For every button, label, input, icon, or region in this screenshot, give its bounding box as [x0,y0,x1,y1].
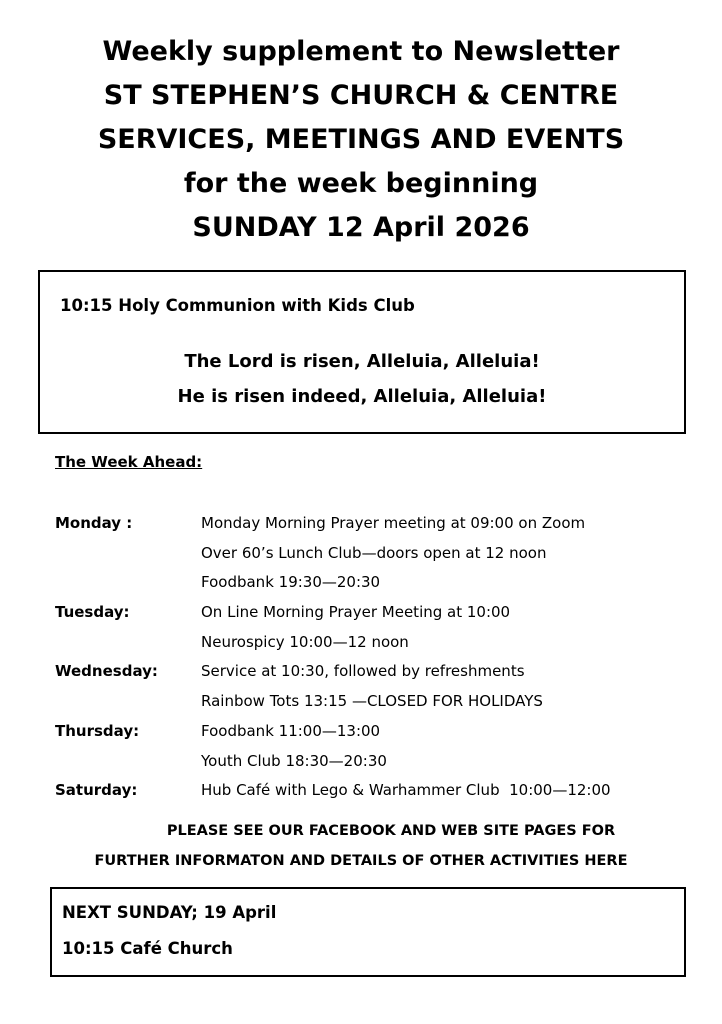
page-title [0,30,722,250]
event-item: Hub Café with Lego & Warhammer Club 10:00—12:00 [201,781,611,800]
day-label: Monday : [55,514,133,532]
sunday-service-title: 10:15 Holy Communion with Kids Club [60,296,415,315]
event-item: Service at 10:30, followed by refreshments [201,662,525,681]
schedule-row [55,657,695,687]
title-line-1: Weekly supplement to Newsletter [102,36,620,67]
day-label: Thursday: [55,721,140,740]
title-line-4: for the week beginning [183,168,539,199]
schedule-row [55,628,695,658]
schedule-row [55,568,695,598]
week-date: SUNDAY 12 April 2026 [192,212,530,243]
event-item: Over 60’s Lunch Club—doors open at 12 noon [201,543,547,562]
acclamation-line-2: He is risen indeed, Alleluia, Alleluia! [177,386,547,407]
notice-line-1: PLEASE SEE OUR FACEBOOK AND WEB SITE PAGES FOR [166,823,616,839]
event-item: On Line Morning Prayer Meeting at 10:00 [201,603,511,622]
event-item: Monday Morning Prayer meeting at 09:00 on Zoom [201,514,586,532]
event-item: Rainbow Tots 13:15 —CLOSED FOR HOLIDAYS [201,692,543,711]
website-notice [0,816,722,876]
schedule-row [55,687,695,717]
week-ahead-heading: The Week Ahead: [55,453,203,471]
event-item: Foodbank 11:00—13:00 [201,721,381,740]
easter-acclamation [40,344,684,414]
event-item: Foodbank 19:30—20:30 [201,573,381,592]
next-sunday-date: NEXT SUNDAY; 19 April [62,903,277,922]
sunday-service-box [38,270,686,434]
schedule-row [55,598,695,628]
week-schedule [55,509,695,806]
title-line-3: SERVICES, MEETINGS AND EVENTS [97,124,625,155]
day-label: Wednesday: [55,662,158,681]
day-wednesday [55,657,695,716]
event-item: Youth Club 18:30—20:30 [201,751,387,770]
notice-line-2: FURTHER INFORMATON AND DETAILS OF OTHER ACTIVITIES HERE [94,853,628,869]
acclamation-line-1: The Lord is risen, Alleluia, Alleluia! [184,351,540,372]
day-thursday [55,717,695,776]
next-sunday-box [50,887,686,977]
schedule-row [55,717,695,747]
church-name: ST STEPHEN’S CHURCH & CENTRE [103,80,619,111]
day-monday [55,509,695,598]
next-sunday-service: 10:15 Café Church [62,939,233,958]
schedule-row [55,747,695,777]
day-label: Tuesday: [55,603,130,622]
day-tuesday [55,598,695,657]
day-saturday [55,776,695,806]
schedule-row [55,509,695,539]
schedule-row [55,539,695,569]
event-item: Neurospicy 10:00—12 noon [201,632,409,651]
day-label: Saturday: [55,781,138,800]
schedule-row [55,776,695,806]
